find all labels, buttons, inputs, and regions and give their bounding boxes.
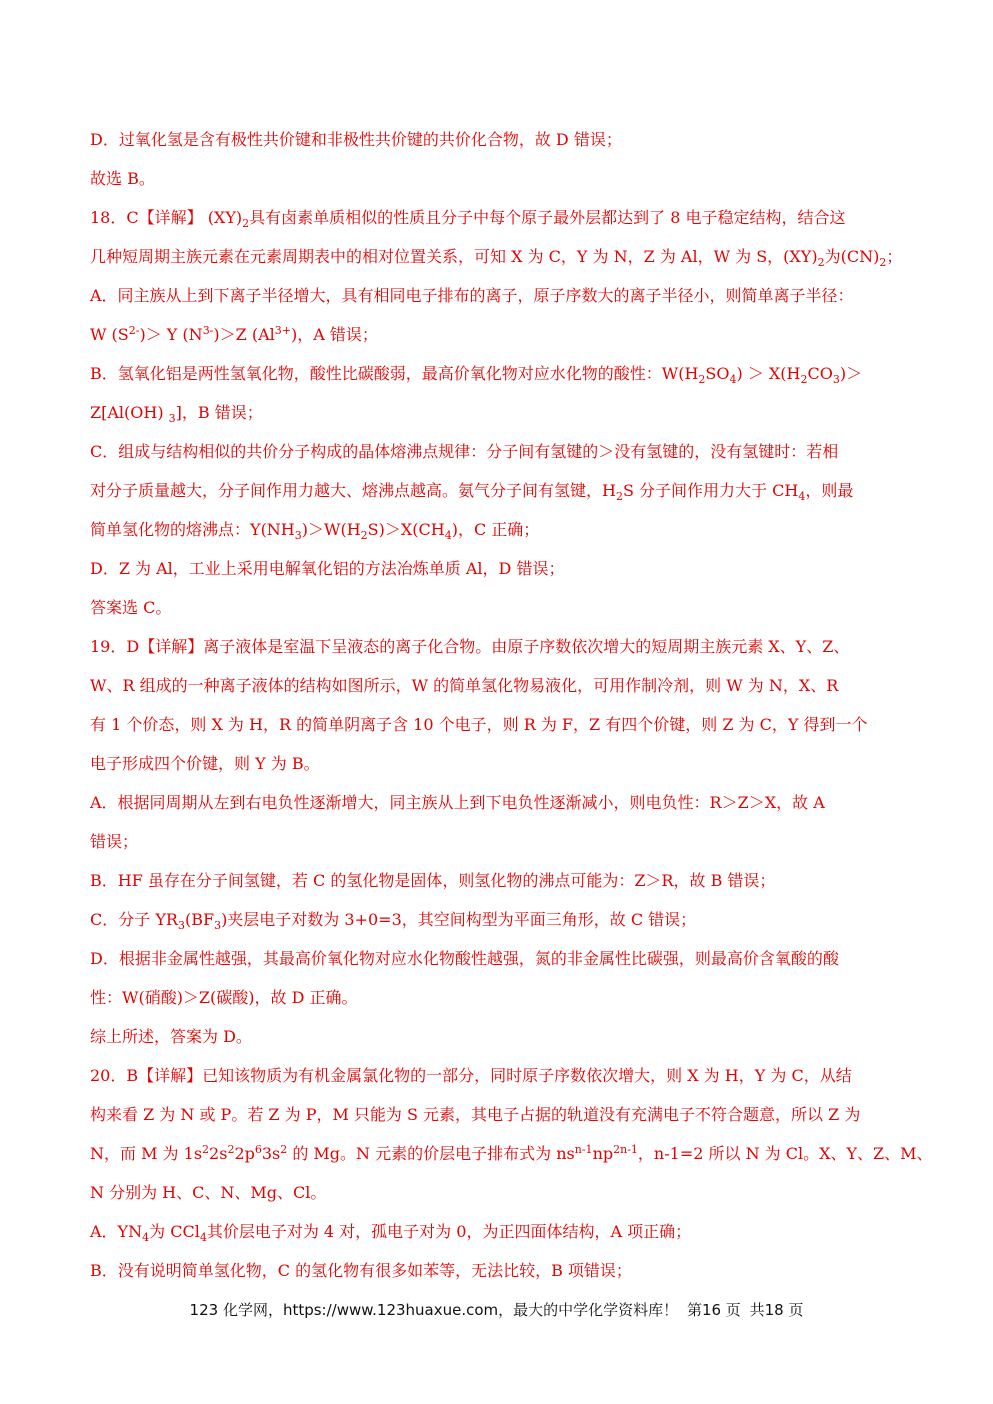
q18-option-a-line-2: W $(S^{2-})> Y$ $(N^{3-})>Z$ $(Al^{3+})$，A 错误； [90, 324, 378, 344]
q20-option-a: A．$YN_4$为 CCl$_4$其价层电子对为 4 对，孤电子对为 0，为正四面体结构，A 项正确； [90, 1222, 692, 1244]
q19-answer: 综上所述，答案为 D。 [90, 1027, 252, 1046]
q19-option-d-line-1: D．根据非金属性越强，其最高价氧化物对应水化物酸性越强，氮的非金属性比碳强，则最高价含氧酸的酸 [90, 949, 839, 968]
q19-line-1: 19．D【详解】离子液体是室温下呈液态的离子化合物。由原子序数依次增大的短周期主族元素 X、Y、Z、 [90, 637, 850, 656]
q19-line-2: W、R 组成的一种离子液体的结构如图所示，W 的简单氢化物易液化，可用作制冷剂，则 W 为 N，X、R [90, 676, 839, 695]
q18-answer: 答案选 C。 [90, 598, 172, 617]
q18-option-a-line-1: A．同主族从上到下离子半径增大，具有相同电子排布的离子，原子序数大的离子半径小，则简单离子半径： [90, 286, 854, 305]
q19-line-3: 有 1 个价态，则 X 为 H，R 的简单阴离子含 10 个电子，则 R 为 F，Z 有四个价键，则 Z 为 C，Y 得到一个 [90, 715, 868, 734]
q18-option-c-line-3: 简单氢化物的熔沸点：$Y(NH_3)>W(H_2S)>X(CH_4)$，C 正确； [90, 520, 540, 542]
page-footer [0, 1300, 993, 1320]
footer-page-number: 第16 页 [686, 1301, 741, 1319]
q20-option-b: B．没有说明简单氢化物，C 的氢化物有很多如苯等，无法比较，B 项错误； [90, 1261, 632, 1280]
footer-total-pages: 共18 页 [749, 1301, 804, 1319]
q19-option-d-line-2: 性：W(硝酸)＞Z(碳酸)，故 D 正确。 [90, 988, 358, 1007]
q18-option-c-line-1: C．组成与结构相似的共价分子构成的晶体熔沸点规律：分子间有氢键的＞没有氢键的，没有氢键时：若相 [90, 442, 839, 461]
q18-option-b-line-1: B．氢氧化铝是两性氢氧化物，酸性比碳酸弱，最高价氧化物对应水化物的酸性：$W(H_2SO_4) > X(H_2CO_3)>$ [90, 364, 863, 386]
q18-option-d: D．Z 为 Al，工业上采用电解氧化铝的方法冶炼单质 Al，D 错误； [90, 559, 565, 578]
q19-option-a-line-2: 错误； [90, 832, 139, 851]
q20-line-1: 20．B【详解】已知该物质为有机金属氯化物的一部分，同时原子序数依次增大，则 X 为 H，Y 为 C，从结 [90, 1066, 852, 1085]
q20-line-3: N，而 M 为 $1s^22s^22p^63s^2$ 的 Mg。N 元素的价层电子排布式为 $ns^{n-1}np^{2n-1}$，n-1=2 所以 N 为 Cl。X、Y、Z、M、 [90, 1143, 933, 1163]
q19-option-a-line-1: A．根据同周期从左到右电负性逐渐增大，同主族从上到下电负性逐渐减小，则电负性：R＞Z＞X，故 A [90, 793, 825, 812]
q19-option-b: B．HF 虽存在分子间氢键，若 C 的氢化物是固体，则氢化物的沸点可能为：Z＞R，故 B 错误； [90, 871, 776, 890]
q18-line-1: 18．C【详解】 $(XY)_2$具有卤素单质相似的性质且分子中每个原子最外层都达到了 8 电子稳定结构，结合这 [90, 208, 846, 230]
q18-option-c-line-2: 对分子质量越大，分子间作用力越大、熔沸点越高。氨气分子间有氢键，$H_2S$ 分子间作用力大于 $CH_4$，则最 [90, 481, 854, 503]
footer-site-text: 123 化学网，https://www.123huaxue.com，最大的中学化学资料库！ [189, 1301, 679, 1319]
q19-line-4: 电子形成四个价键，则 Y 为 B。 [90, 754, 320, 773]
q17-answer: 故选 B。 [90, 169, 155, 188]
q19-option-c: C．分子 $YR_3(BF_3)$夹层电子对数为 3+0=3，其空间构型为平面三角形，故 C 错误； [90, 910, 697, 932]
q18-option-b-line-2: Z[Al(OH) $_3$]，B 错误； [90, 403, 263, 425]
q18-line-2: 几种短周期主族元素在元素周期表中的相对位置关系，可知 X 为 C，Y 为 N，Z 为 Al，W 为 S，$(XY)_2$为$(CN)_2$； [90, 247, 903, 269]
q20-line-4: N 分别为 H、C、N、Mg、Cl。 [90, 1183, 327, 1202]
q17-option-d: D．过氧化氢是含有极性共价键和非极性共价键的共价化合物，故 D 错误； [90, 130, 622, 149]
q20-line-2: 构来看 Z 为 N 或 P。若 Z 为 P，M 只能为 S 元素，其电子占据的轨道没有充满电子不符合题意，所以 Z 为 [90, 1105, 861, 1124]
